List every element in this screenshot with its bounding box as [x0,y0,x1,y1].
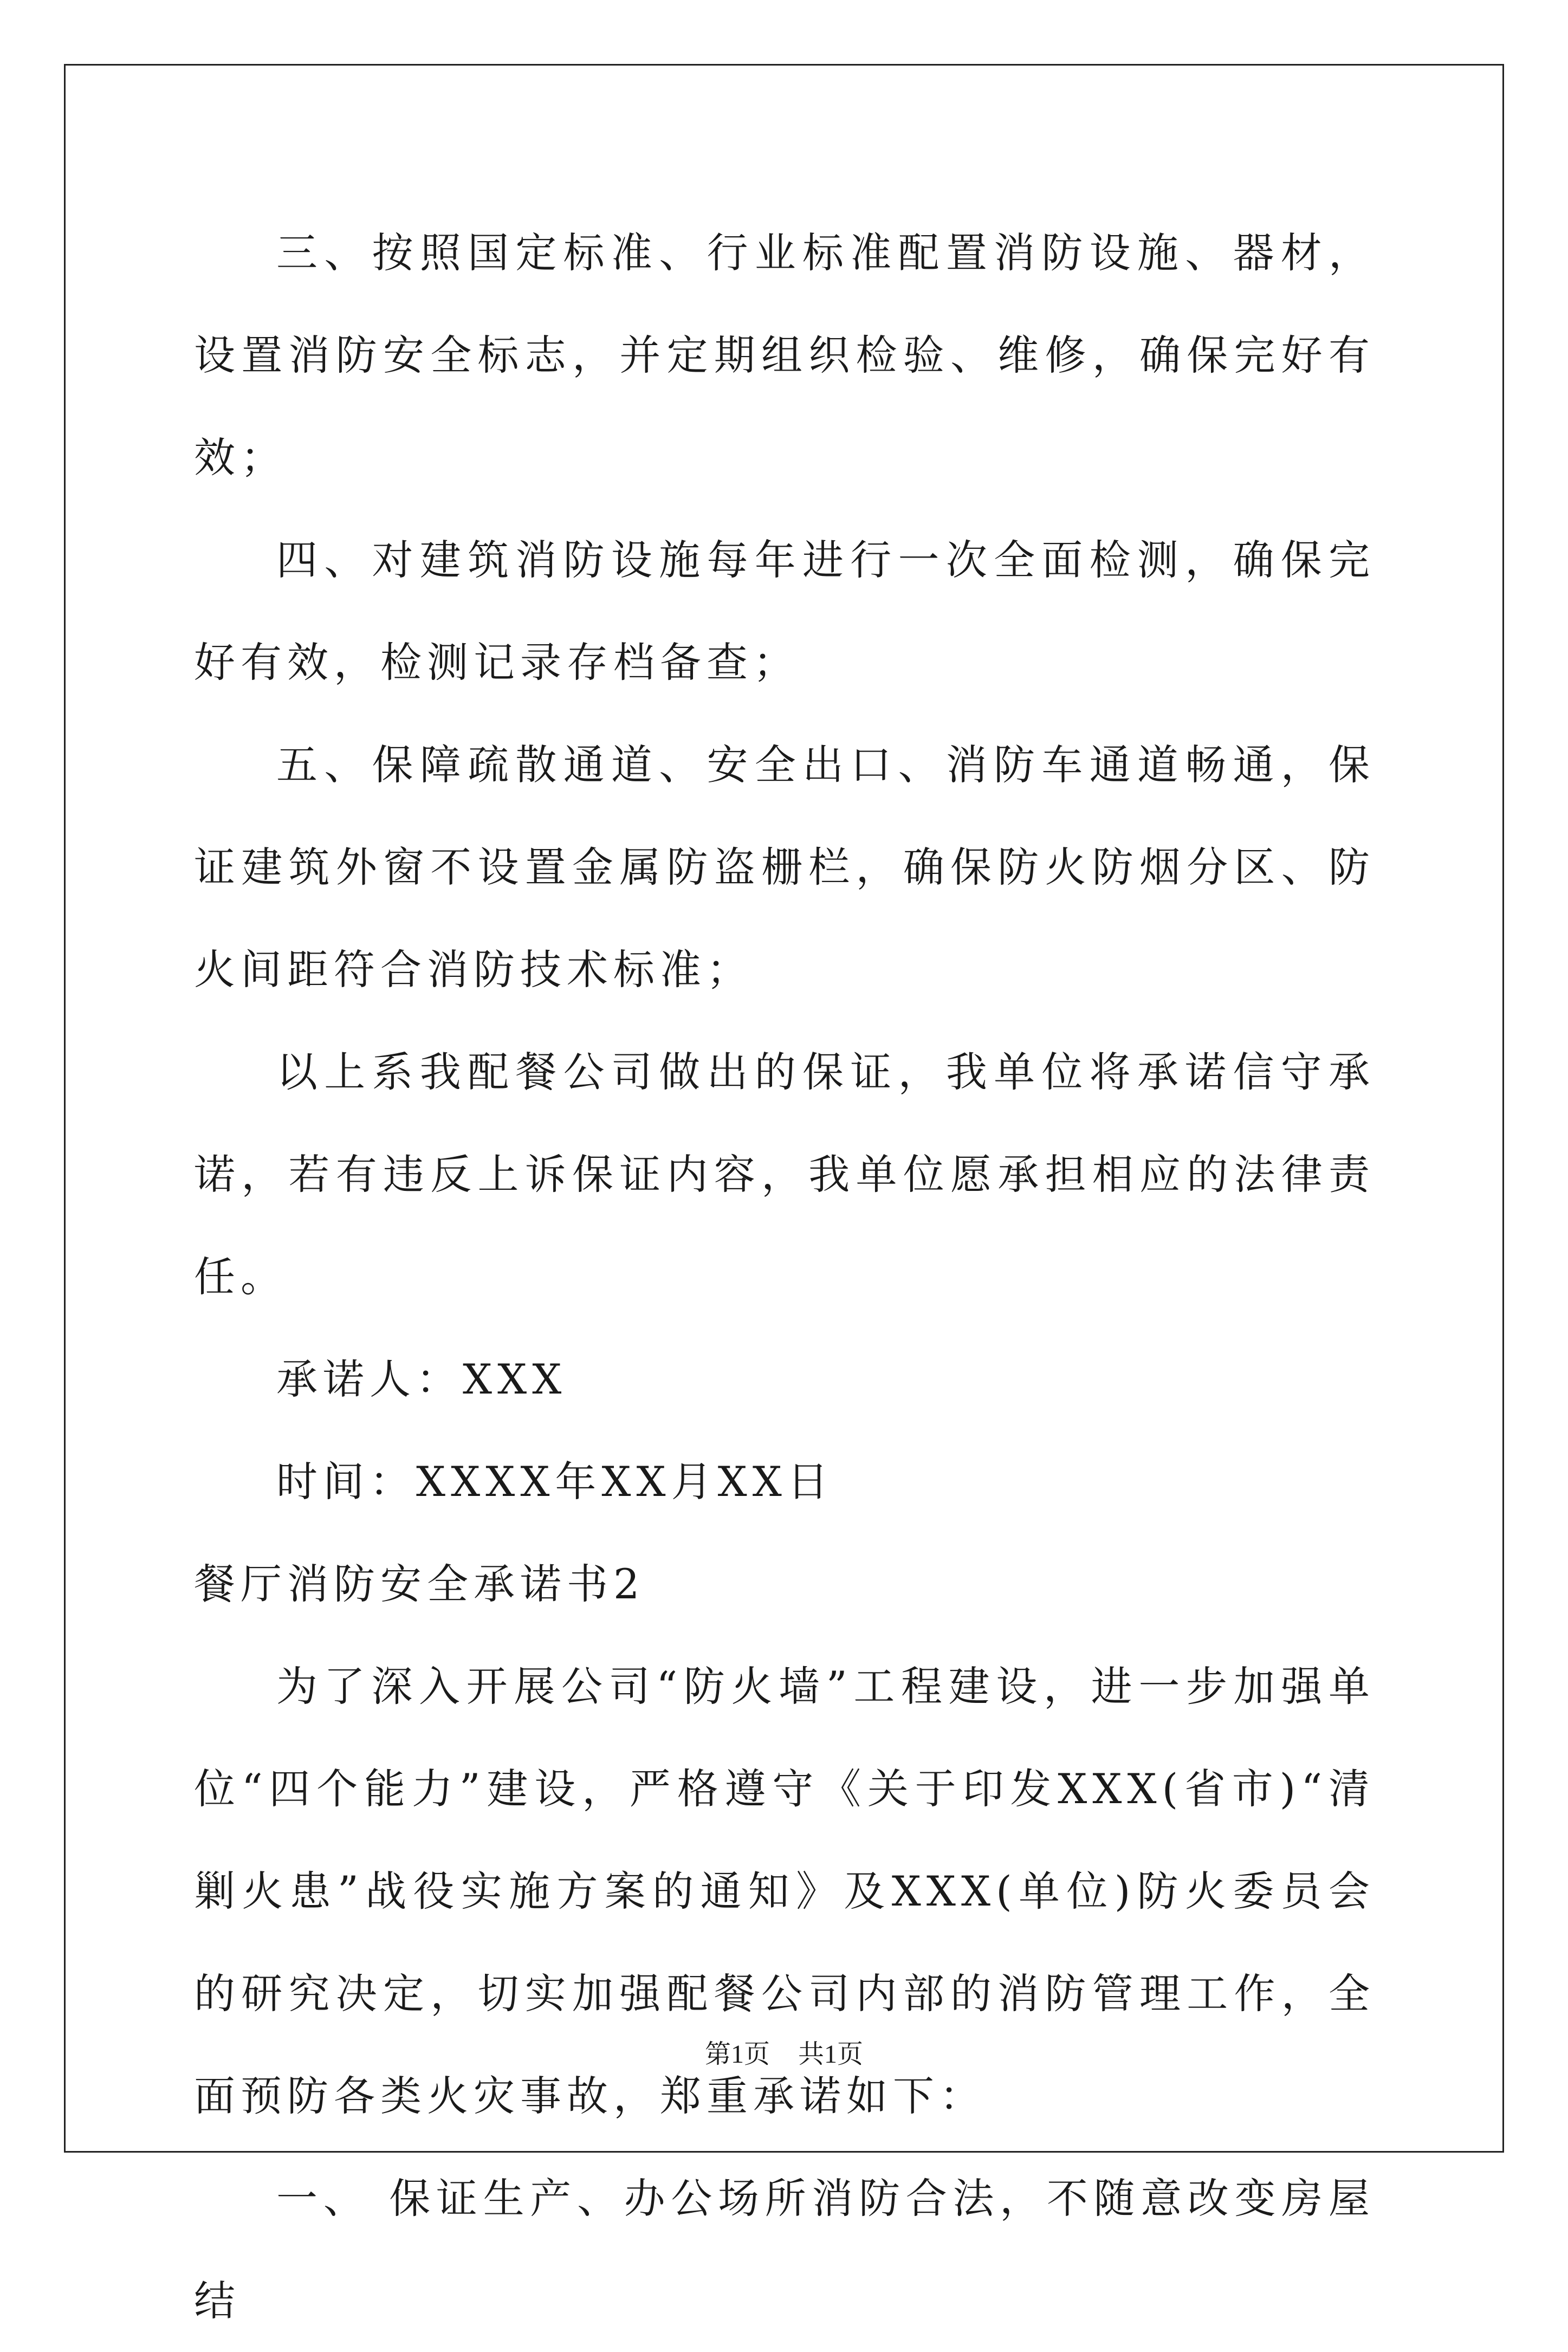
paragraph-item-4: 四、对建筑消防设施每年进行一次全面检测，确保完好有效，检测记录存档备查； [194,536,1375,686]
paragraph-promisor: 承诺人：XXX [276,1355,567,1403]
page-number: 第1页 [704,2040,770,2069]
section-heading: 餐厅消防安全承诺书2 [194,1560,645,1608]
paragraph-date: 时间：XXXX年XX月XX日 [276,1457,834,1506]
paragraph-item-5: 五、保障疏散通道、安全出口、消防车通道畅通，保证建筑外窗不设置金属防盗栅栏，确保防火防烟分区、防火间距符合消防技术标准； [194,741,1375,994]
paragraph-item-1: 一、 保证生产、办公场所消防合法，不随意改变房屋结 [194,2174,1375,2325]
page-total: 共1页 [798,2040,864,2069]
page-footer [0,2033,1568,2070]
paragraph-guarantee: 以上系我配餐公司做出的保证，我单位将承诺信守承诺，若有违反上诉保证内容，我单位愿承担相应的法律责任。 [194,1048,1375,1301]
paragraph-intro: 为了深入开展公司“防火墙”工程建设，进一步加强单位“四个能力”建设，严格遵守《关于印发XXX(省市)“清剿火患”战役实施方案的通知》及XXX(单位)防火委员会的研究决定，切实加强配餐公司内部的消防管理工作，全面预防各类火灾事故，郑重承诺如下： [194,1662,1375,2120]
document-body [194,202,1375,2352]
paragraph-item-3: 三、按照国定标准、行业标准配置消防设施、器材，设置消防安全标志，并定期组织检验、维修，确保完好有效； [194,229,1375,482]
